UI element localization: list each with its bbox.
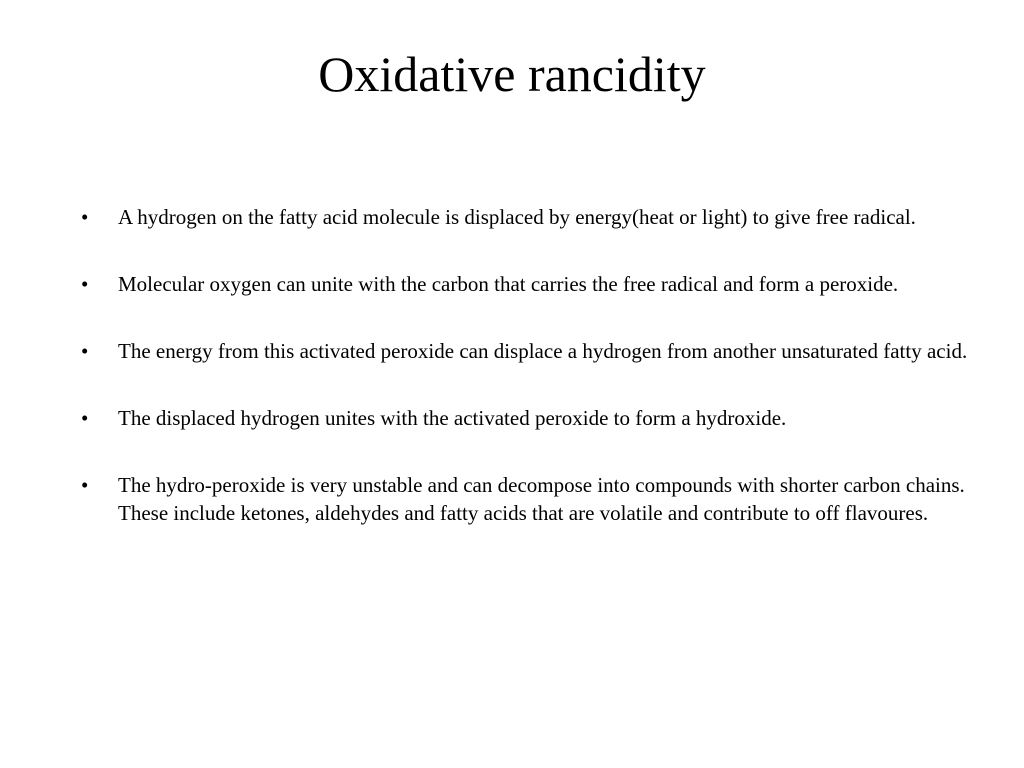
bullet-dot-icon: • bbox=[81, 272, 89, 296]
bullet-text: A hydrogen on the fatty acid molecule is displaced by energy(heat or light) to give free radical. bbox=[118, 205, 916, 229]
bullet-dot-icon: • bbox=[81, 339, 89, 363]
bullet-item bbox=[75, 404, 975, 432]
slide-title: Oxidative rancidity bbox=[318, 46, 706, 102]
bullet-text: Molecular oxygen can unite with the carbon that carries the free radical and form a peroxide. bbox=[118, 272, 899, 296]
bullet-item bbox=[75, 337, 975, 365]
bullet-text: The energy from this activated peroxide can displace a hydrogen from another unsaturated fatty acid. bbox=[118, 339, 968, 363]
bullet-text: The hydro-peroxide is very unstable and can decompose into compounds with shorter carbon chains. These include ketones, aldehydes and fatty acids that are volatile and contribute to off flavoures. bbox=[118, 473, 965, 525]
bullet-dot-icon: • bbox=[81, 205, 89, 229]
bullet-dot-icon: • bbox=[81, 406, 89, 430]
bullet-item bbox=[75, 471, 975, 527]
bullet-text: The displaced hydrogen unites with the activated peroxide to form a hydroxide. bbox=[118, 406, 787, 430]
bullet-dot-icon: • bbox=[81, 473, 89, 497]
bullet-item bbox=[75, 203, 975, 231]
bullet-item bbox=[75, 270, 975, 298]
bullet-list bbox=[75, 203, 975, 527]
